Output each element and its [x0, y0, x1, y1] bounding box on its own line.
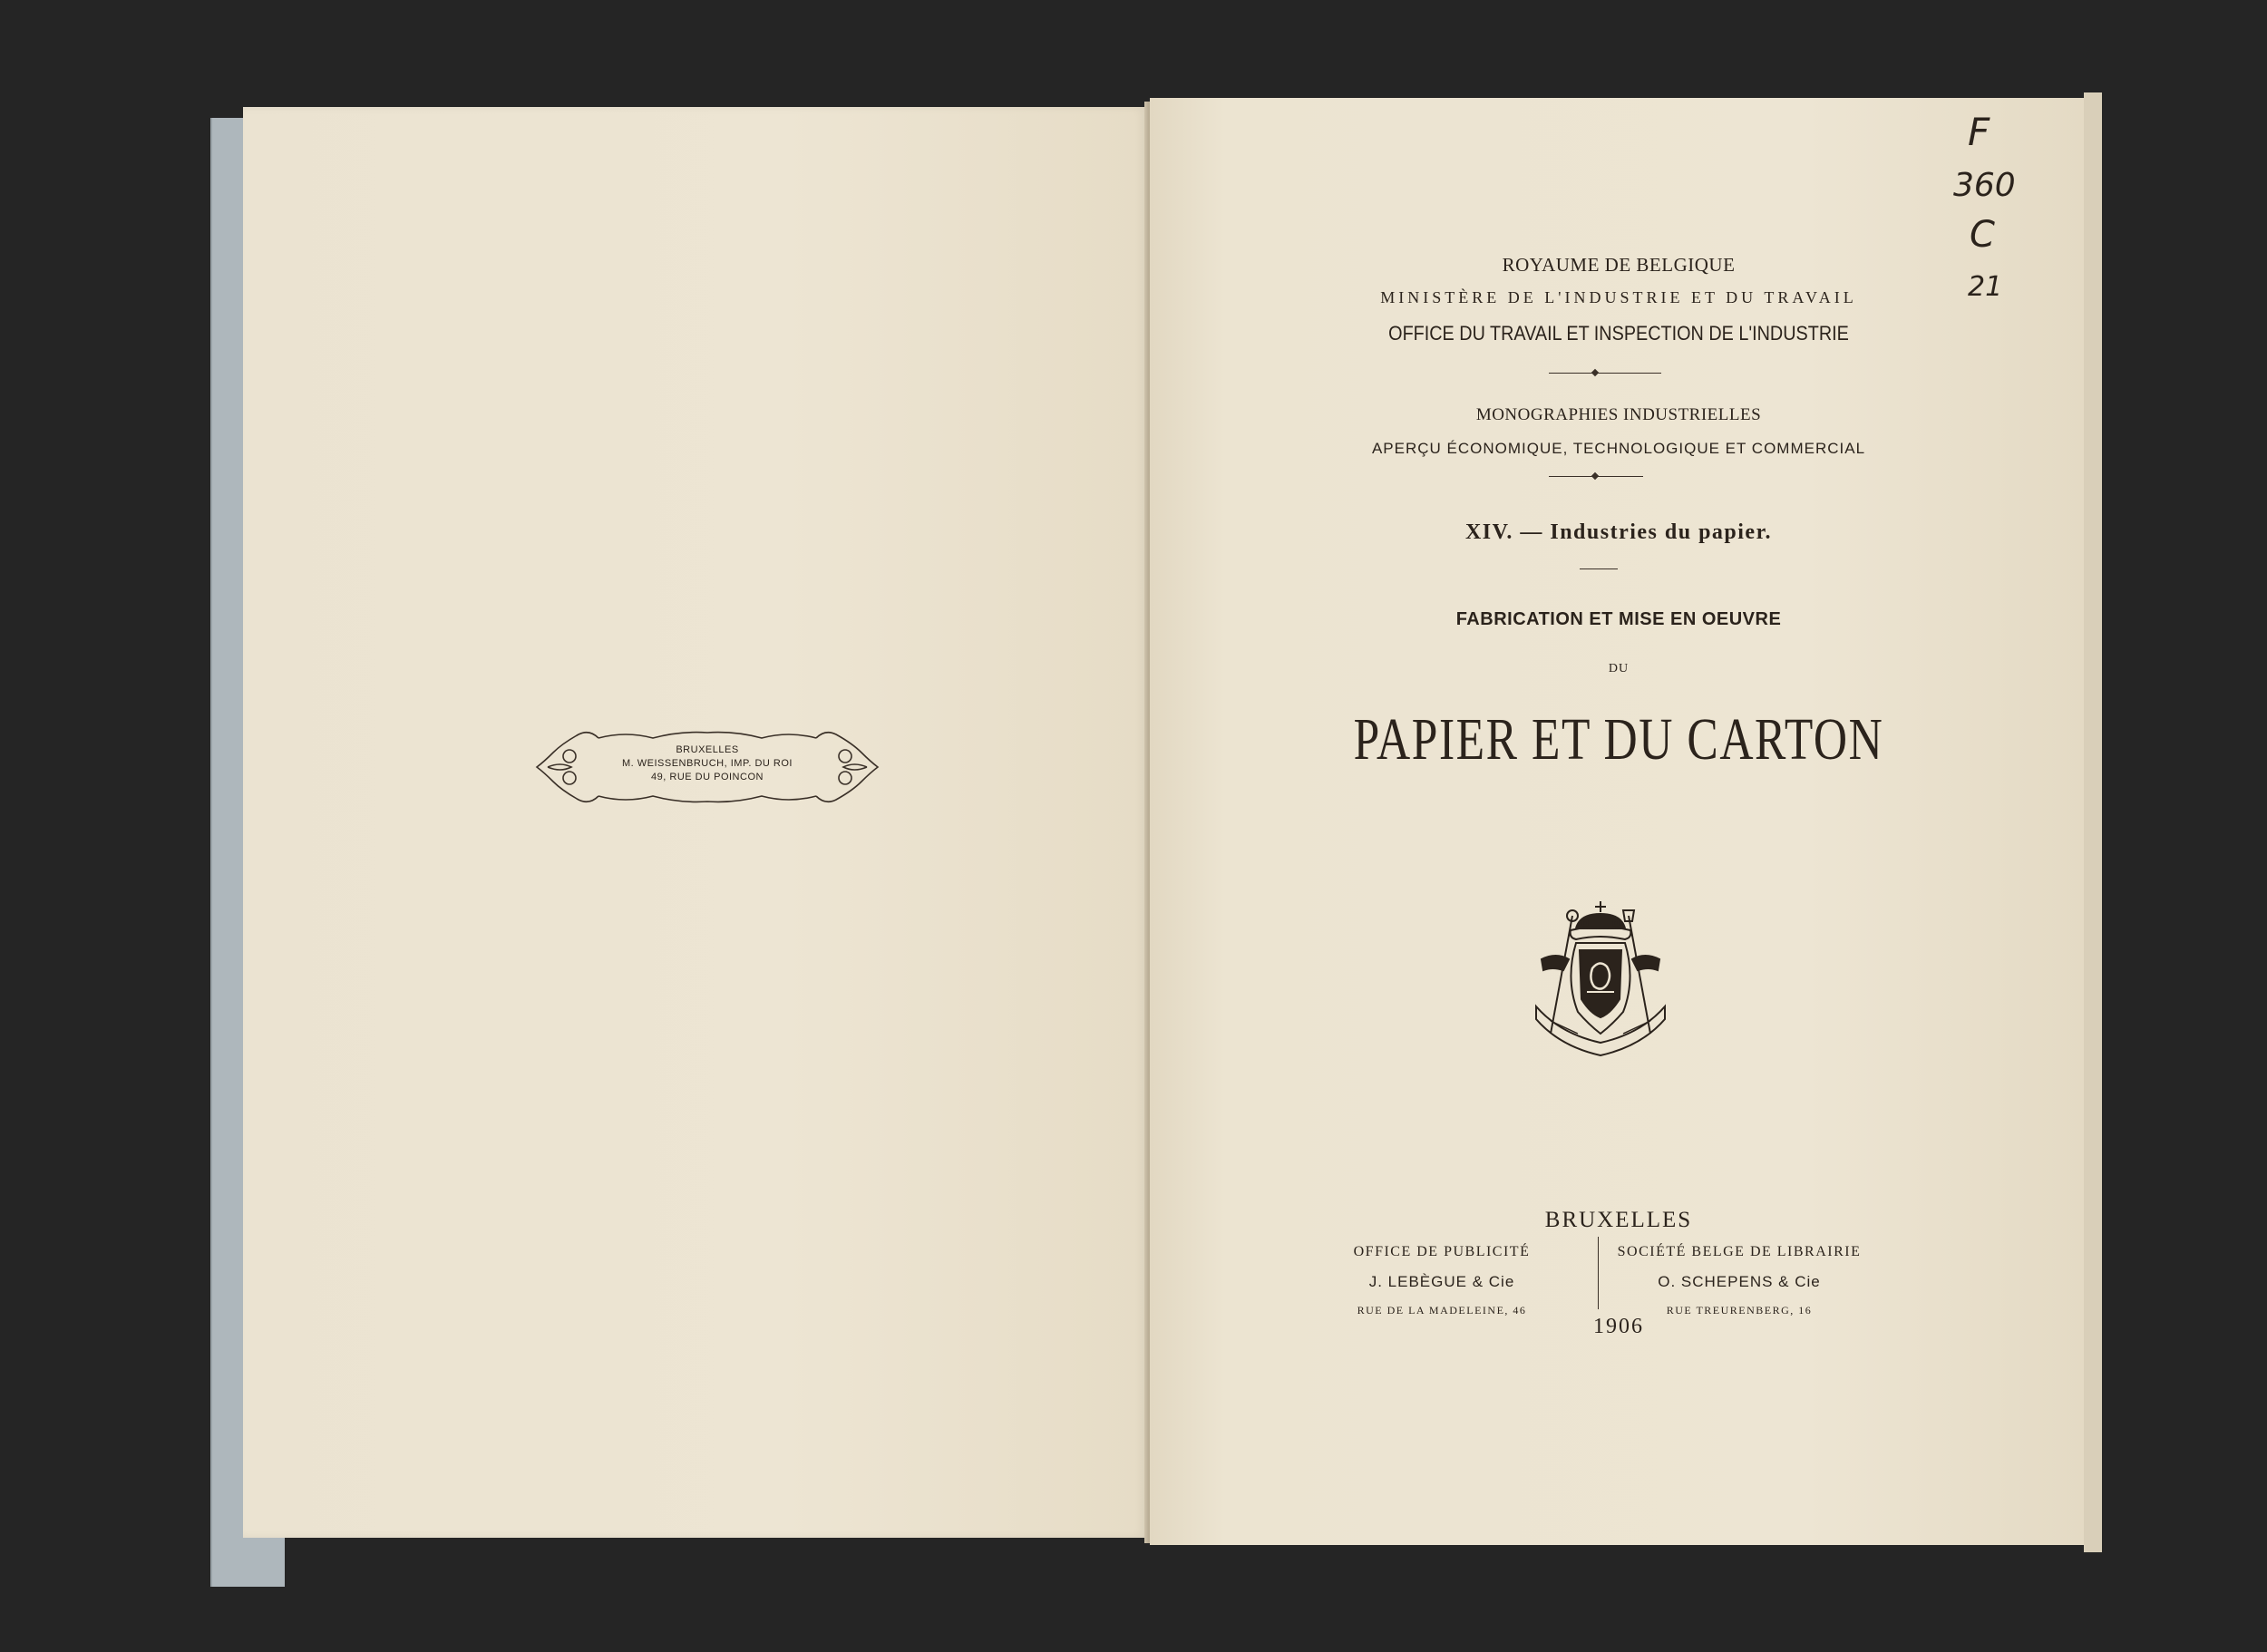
publisher-left-firm: J. LEBÈGUE & Cie — [1368, 1273, 1515, 1290]
shelfmark-line-1: F — [1968, 110, 1990, 154]
connector-word: DU — [1608, 662, 1630, 675]
volume-heading: XIV. — Industries du papier. — [1464, 520, 1773, 544]
series-subtitle: APERÇU ÉCONOMIQUE, TECHNOLOGIQUE ET COMMERCIAL — [1371, 440, 1866, 457]
subject-heading: FABRICATION ET MISE EN OEUVRE — [1455, 609, 1782, 629]
publication-year: 1906 — [1593, 1315, 1644, 1338]
imprint-printer: M. WEISSENBRUCH, IMP. DU ROI — [622, 758, 793, 769]
left-page — [243, 107, 1147, 1538]
publisher-right-firm: O. SCHEPENS & Cie — [1658, 1273, 1821, 1290]
publication-city: BRUXELLES — [1544, 1208, 1693, 1232]
publisher-right-name: SOCIÉTÉ BELGE DE LIBRAIRIE — [1617, 1244, 1862, 1259]
divider-rule — [1549, 373, 1661, 374]
imprint-text — [598, 743, 816, 784]
divider-rule — [1580, 568, 1618, 569]
page-edge — [2084, 92, 2102, 1552]
handwritten-shelfmark — [1950, 109, 2049, 308]
series-title: MONOGRAPHIES INDUSTRIELLES — [1475, 405, 1762, 424]
publisher-right — [1576, 1244, 1902, 1317]
office-heading: OFFICE DU TRAVAIL ET INSPECTION DE L'INDUSTRIE — [1388, 322, 1849, 345]
shelfmark-line-2: 360 — [1953, 167, 2016, 204]
imprint-address: 49, RUE DU POINCON — [651, 772, 764, 782]
shelfmark-line-3: C — [1970, 214, 1995, 256]
publisher-left — [1279, 1244, 1605, 1317]
ministry-heading: MINISTÈRE DE L'INDUSTRIE ET DU TRAVAIL — [1380, 288, 1857, 306]
coat-of-arms-icon — [1523, 898, 1678, 1059]
main-title: PAPIER ET DU CARTON — [1353, 706, 1884, 773]
printer-imprint — [535, 725, 880, 809]
shelfmark-line-4: 21 — [1968, 271, 2003, 303]
publisher-left-name: OFFICE DE PUBLICITÉ — [1353, 1244, 1531, 1259]
kingdom-heading: ROYAUME DE BELGIQUE — [1502, 254, 1736, 276]
publisher-right-address: RUE TREURENBERG, 16 — [1666, 1304, 1813, 1317]
imprint-city: BRUXELLES — [676, 744, 739, 755]
publisher-left-address: RUE DE LA MADELEINE, 46 — [1357, 1304, 1527, 1317]
